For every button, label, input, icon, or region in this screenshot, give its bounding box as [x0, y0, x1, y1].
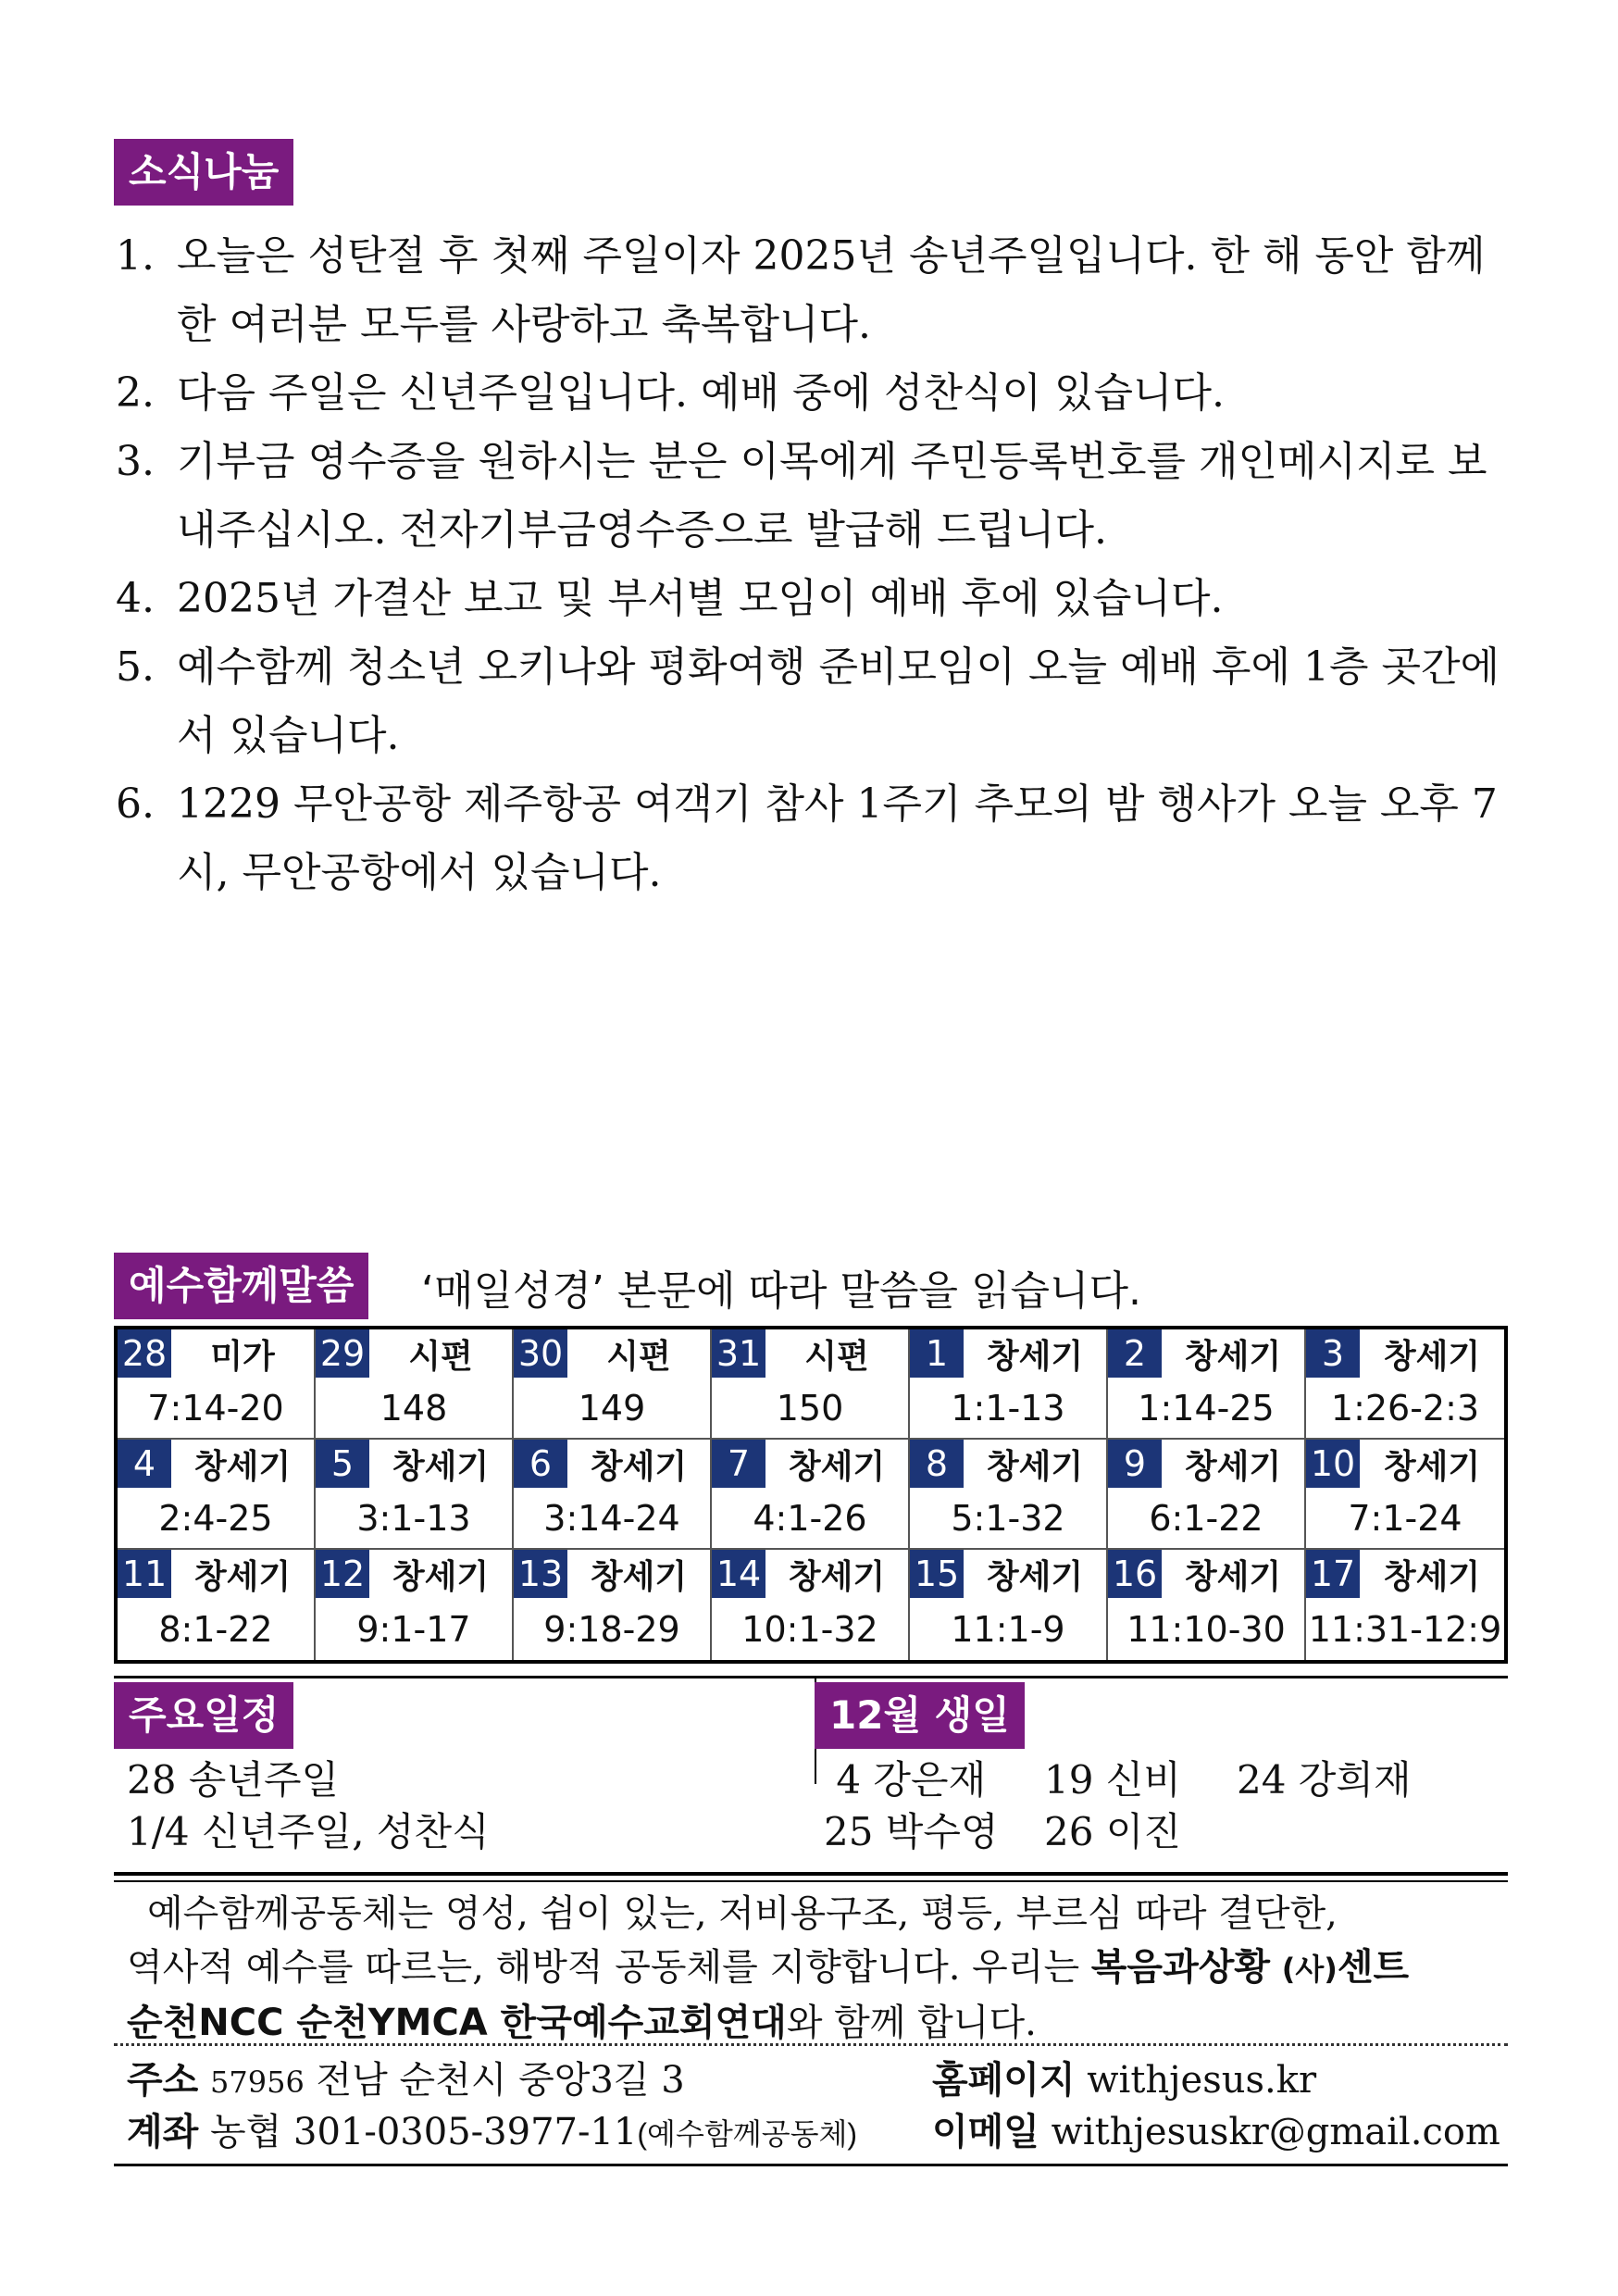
reading-book: 창세기: [1184, 1447, 1282, 1486]
news-number: 4.: [116, 575, 155, 622]
reading-cell: [514, 1440, 712, 1550]
reading-header: [1306, 1550, 1504, 1598]
reading-cell: [910, 1550, 1108, 1660]
reading-header: [316, 1550, 512, 1598]
reading-book: 창세기: [193, 1447, 292, 1486]
divider-double-2: [114, 1880, 1508, 1882]
reading-cell: [118, 1440, 316, 1550]
motto-line-1: 예수함께공동체는 영성, 쉼이 있는, 저비용구조, 평등, 부르심 따라 결단한,: [147, 1892, 1338, 1935]
reading-day: 29: [316, 1329, 369, 1378]
partner-orgs: 순천NCC 순천YMCA 한국예수교회연대: [127, 2002, 787, 2044]
reading-book: 창세기: [1184, 1337, 1282, 1376]
news-number: 1.: [116, 232, 155, 280]
reading-header: [910, 1440, 1106, 1488]
reading-verse: 4:1-26: [753, 1497, 867, 1539]
reading-header: [712, 1440, 908, 1488]
account-label: 계좌: [127, 2111, 199, 2153]
birthday-section-tag: 12월 생일: [815, 1682, 1025, 1749]
reading-header: [316, 1440, 512, 1488]
address-text: 전남 순천시 중앙3길 3: [316, 2059, 685, 2102]
news-item: [116, 359, 1504, 428]
reading-header: [1306, 1440, 1504, 1488]
reading-day: 17: [1306, 1550, 1360, 1598]
divider-bottom: [114, 2164, 1508, 2166]
schedule-section-tag: 주요일정: [114, 1682, 293, 1749]
account-number: 농협 301-0305-3977-11: [210, 2111, 638, 2153]
reading-header: [1306, 1329, 1504, 1378]
reading-book: 창세기: [590, 1447, 688, 1486]
news-text: 기부금 영수증을 원하시는 분은 이목에게 주민등록번호를 개인메시지로 보내주십시오. 전자기부금영수증으로 발급해 드립니다.: [177, 438, 1487, 554]
news-number: 2.: [116, 369, 155, 417]
news-number: 5.: [116, 643, 155, 691]
motto-text: 와 함께 합니다.: [786, 2002, 1037, 2044]
reading-book: 창세기: [1383, 1447, 1481, 1486]
divider-top: [114, 1676, 1508, 1678]
bible-reading-table: [114, 1326, 1508, 1664]
reading-day: 1: [910, 1329, 964, 1378]
reading-cell: [1306, 1550, 1504, 1660]
email-link[interactable]: withjesuskr@gmail.com: [1051, 2111, 1500, 2153]
reading-header: [118, 1329, 314, 1378]
reading-cell: [118, 1329, 316, 1440]
news-item: [116, 428, 1504, 565]
reading-verse: 11:31-12:9: [1308, 1608, 1502, 1650]
reading-day: 13: [514, 1550, 567, 1598]
account-holder: (예수함께공동체): [637, 2117, 858, 2151]
reading-book: 창세기: [986, 1337, 1084, 1376]
reading-cell: [712, 1329, 910, 1440]
homepage-link[interactable]: withjesus.kr: [1087, 2059, 1317, 2102]
divider-double-1: [114, 1872, 1508, 1876]
email: [932, 2107, 1500, 2159]
schedule-item: 28 송년주일: [127, 1757, 340, 1803]
reading-header: [316, 1329, 512, 1378]
schedule-item: 1/4 신년주일, 성찬식: [127, 1809, 490, 1854]
reading-header: [910, 1550, 1106, 1598]
reading-verse: 10:1-32: [741, 1608, 878, 1650]
news-list: [116, 222, 1504, 907]
reading-cell: [316, 1329, 514, 1440]
reading-book: 시편: [606, 1337, 671, 1376]
reading-cell: [1306, 1329, 1504, 1440]
birthday-entry: 24 강희재: [1237, 1757, 1412, 1803]
footer-row: [127, 2055, 1506, 2107]
reading-verse: 5:1-32: [951, 1497, 1065, 1539]
reading-book: 창세기: [392, 1557, 490, 1596]
reading-cell: [910, 1440, 1108, 1550]
partner-org: 복음과상황: [1090, 1946, 1270, 1989]
birthday-entry: 25 박수영: [824, 1809, 999, 1854]
reading-verse: 9:18-29: [543, 1608, 680, 1650]
reading-header: [118, 1550, 314, 1598]
reading-cell: [1108, 1550, 1306, 1660]
reading-cell: [118, 1550, 316, 1660]
reading-verse: 11:1-9: [951, 1608, 1065, 1650]
reading-verse: 1:14-25: [1138, 1387, 1275, 1429]
reading-day: 28: [118, 1329, 171, 1378]
reading-day: 11: [118, 1550, 171, 1598]
reading-book: 시편: [408, 1337, 473, 1376]
reading-verse: 148: [380, 1387, 448, 1429]
news-number: 3.: [116, 438, 155, 485]
reading-verse: 11:10-30: [1126, 1608, 1286, 1650]
reading-cell: [712, 1440, 910, 1550]
reading-header: [1108, 1329, 1304, 1378]
reading-cell: [316, 1550, 514, 1660]
reading-day: 14: [712, 1550, 765, 1598]
reading-verse: 7:14-20: [147, 1387, 284, 1429]
news-text: 다음 주일은 신년주일입니다. 예배 중에 성찬식이 있습니다.: [177, 369, 1225, 417]
birthday-entry: 19 신비: [1044, 1757, 1181, 1803]
reading-book: 창세기: [392, 1447, 490, 1486]
motto-line-2: [127, 1940, 1506, 1996]
reading-cell: [1306, 1440, 1504, 1550]
email-label: 이메일: [932, 2111, 1039, 2153]
reading-verse: 3:14-24: [543, 1497, 680, 1539]
reading-book: 시편: [804, 1337, 869, 1376]
reading-cell: [514, 1550, 712, 1660]
reading-header: [118, 1440, 314, 1488]
reading-cell: [514, 1329, 712, 1440]
reading-verse: 6:1-22: [1149, 1497, 1263, 1539]
reading-header: [1108, 1550, 1304, 1598]
birthday-row: [824, 1806, 1412, 1858]
reading-day: 7: [712, 1440, 765, 1488]
reading-book: 창세기: [590, 1557, 688, 1596]
reading-verse: 2:4-25: [158, 1497, 273, 1539]
reading-book: 미가: [210, 1337, 275, 1376]
reading-book: 창세기: [1184, 1557, 1282, 1596]
reading-verse: 8:1-22: [158, 1608, 273, 1650]
dotted-divider: [114, 2043, 1508, 2046]
reading-verse: 149: [578, 1387, 646, 1429]
reading-cell: [712, 1550, 910, 1660]
reading-day: 5: [316, 1440, 369, 1488]
reading-day: 9: [1108, 1440, 1162, 1488]
news-item: [116, 633, 1504, 770]
reading-book: 창세기: [193, 1557, 292, 1596]
reading-verse: 3:1-13: [356, 1497, 471, 1539]
homepage-label: 홈페이지: [932, 2059, 1076, 2102]
address: [127, 2055, 932, 2107]
news-number: 6.: [116, 780, 155, 828]
reading-day: 16: [1108, 1550, 1162, 1598]
news-text: 오늘은 성탄절 후 첫째 주일이자 2025년 송년주일입니다. 한 해 동안 함께 한 여러분 모두를 사랑하고 축복합니다.: [177, 232, 1486, 348]
reading-day: 4: [118, 1440, 171, 1488]
news-section-tag: 소식나눔: [114, 139, 293, 206]
contact-footer: [127, 2055, 1506, 2159]
birthday-entry: 26 이진: [1044, 1809, 1181, 1854]
news-item: [116, 565, 1504, 633]
reading-day: 12: [316, 1550, 369, 1598]
reading-cell: [316, 1440, 514, 1550]
reading-header: [1108, 1440, 1304, 1488]
reading-header: [514, 1440, 710, 1488]
reading-verse: 1:1-13: [951, 1387, 1065, 1429]
reading-day: 15: [910, 1550, 964, 1598]
reading-header: [514, 1550, 710, 1598]
reading-verse: 1:26-2:3: [1330, 1387, 1480, 1429]
reading-book: 창세기: [986, 1447, 1084, 1486]
news-item: [116, 770, 1504, 907]
schedule-list: [127, 1754, 490, 1858]
reading-verse: 9:1-17: [356, 1608, 471, 1650]
reading-cell: [1108, 1440, 1306, 1550]
reading-book: 창세기: [788, 1447, 886, 1486]
address-label: 주소: [127, 2059, 199, 2102]
community-motto: [127, 1887, 1506, 2050]
birthday-entry: 4 강은재: [824, 1757, 987, 1803]
reading-book: 창세기: [986, 1557, 1084, 1596]
reading-book: 창세기: [1383, 1337, 1481, 1376]
reading-day: 3: [1306, 1329, 1360, 1378]
homepage: [932, 2055, 1316, 2107]
reading-day: 10: [1306, 1440, 1360, 1488]
reading-verse: 7:1-24: [1348, 1497, 1462, 1539]
reading-day: 31: [712, 1329, 765, 1378]
motto-line-3: [127, 1996, 1506, 2050]
reading-cell: [910, 1329, 1108, 1440]
reading-header: [910, 1329, 1106, 1378]
news-item: [116, 222, 1504, 359]
reading-verse: 150: [776, 1387, 844, 1429]
reading-header: [712, 1329, 908, 1378]
reading-book: 창세기: [1383, 1557, 1481, 1596]
partner-org-prefix: (사): [1281, 1952, 1338, 1987]
reading-day: 30: [514, 1329, 567, 1378]
birthday-list: [824, 1754, 1412, 1858]
motto-text: 역사적 예수를 따르는, 해방적 공동체를 지향합니다. 우리는: [127, 1946, 1091, 1989]
news-text: 2025년 가결산 보고 및 부서별 모임이 예배 후에 있습니다.: [177, 575, 1224, 622]
reading-day: 2: [1108, 1329, 1162, 1378]
partner-org: 센트: [1337, 1946, 1410, 1989]
bank-account: [127, 2107, 932, 2159]
birthday-row: [824, 1754, 1412, 1806]
reading-header: [712, 1550, 908, 1598]
news-text: 예수함께 청소년 오키나와 평화여행 준비모임이 오늘 예배 후에 1층 곳간에서 있습니다.: [177, 643, 1500, 759]
reading-cell: [1108, 1329, 1306, 1440]
reading-book: 창세기: [788, 1557, 886, 1596]
reading-day: 6: [514, 1440, 567, 1488]
news-text: 1229 무안공항 제주항공 여객기 참사 1주기 추모의 밤 행사가 오늘 오후 7시, 무안공항에서 있습니다.: [177, 780, 1498, 896]
reading-day: 8: [910, 1440, 964, 1488]
bible-heading: ‘매일성경’ 본문에 따라 말씀을 읽습니다.: [421, 1267, 1141, 1315]
reading-header: [514, 1329, 710, 1378]
footer-row: [127, 2107, 1506, 2159]
bible-section-tag: 예수함께말씀: [114, 1253, 368, 1319]
zip-code: 57956: [210, 2065, 305, 2100]
